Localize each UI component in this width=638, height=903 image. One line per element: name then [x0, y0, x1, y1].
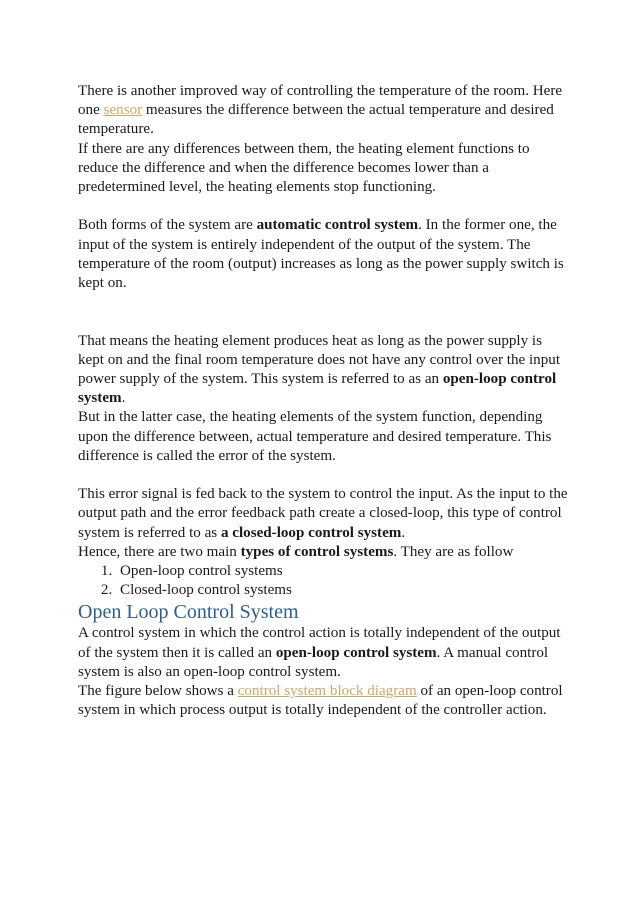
text-span: . [121, 390, 126, 407]
bold-closed-loop-control-system: a closed-loop control system [220, 524, 402, 541]
text-span: There is another improved way of controlling the temperature of the room. Here one [78, 83, 563, 119]
text-span: Hence, there are two main [78, 543, 241, 560]
paragraph-heating-element: If there are any differences between them, the heating element functions to reduce the difference and when the difference becomes lower than a predetermined level, the heating elements stop functioning. [78, 140, 530, 196]
paragraph-improved-way [78, 82, 568, 140]
spacer [78, 466, 568, 485]
paragraph-error-signal [78, 485, 568, 543]
text-span: measures the difference between the actual temperature and desired temperature. [78, 102, 554, 138]
text-span: . A manual control system is also an open-loop control system. [78, 644, 549, 680]
paragraph-both-forms [78, 216, 568, 293]
list-item: 2. Closed-loop control systems [116, 581, 568, 600]
sensor-link[interactable]: sensor [103, 102, 143, 119]
bold-automatic-control-system: automatic control system [256, 217, 419, 234]
paragraph-open-loop-explanation [78, 332, 568, 409]
text-span: . They are as follow [393, 543, 514, 560]
block-diagram-link[interactable]: control system block diagram [237, 683, 417, 700]
paragraph-types-intro [78, 543, 568, 562]
list-item: 1. Open-loop control systems [116, 562, 568, 581]
text-span: That means the heating element produces heat as long as the power supply is kept on and the final room temperature does not have any control over the input power supply of the system. This system is referred to as an [78, 332, 561, 388]
text-span: . In the former one, the input of the system is entirely independent of the output of the system. The temperature of the room (output) increases as long as the power supply switch is kept on. [78, 217, 564, 292]
types-list [78, 562, 568, 600]
text-span: A control system in which the control action is totally independent of the output of the system then it is called an [78, 625, 561, 661]
spacer [78, 293, 568, 331]
paragraph-figure-below [78, 682, 568, 720]
section-heading: Open Loop Control System [78, 601, 299, 624]
paragraph-latter-case: But in the latter case, the heating elements of the system function, depending upon the difference between, actual temperature and desired temperature. This difference is called the error of the system. [78, 409, 552, 464]
bold-types-of-control-systems: types of control systems [240, 543, 394, 560]
text-span: The figure below shows a [78, 683, 238, 700]
spacer [78, 197, 568, 216]
document-content [78, 82, 568, 720]
bold-open-loop-control-system: open-loop control system [78, 371, 557, 407]
text-span: . [401, 524, 406, 541]
text-span: Both forms of the system are [78, 217, 257, 234]
paragraph-open-loop-definition [78, 624, 568, 682]
bold-open-loop-control-system-2: open-loop control system [275, 644, 437, 661]
text-span: This error signal is fed back to the system to control the input. As the input to the output path and the error feedback path create a closed-loop, this type of control system is referred to as [78, 486, 568, 541]
text-span: of an open-loop control system in which process output is totally independent of the controller action. [78, 683, 563, 719]
